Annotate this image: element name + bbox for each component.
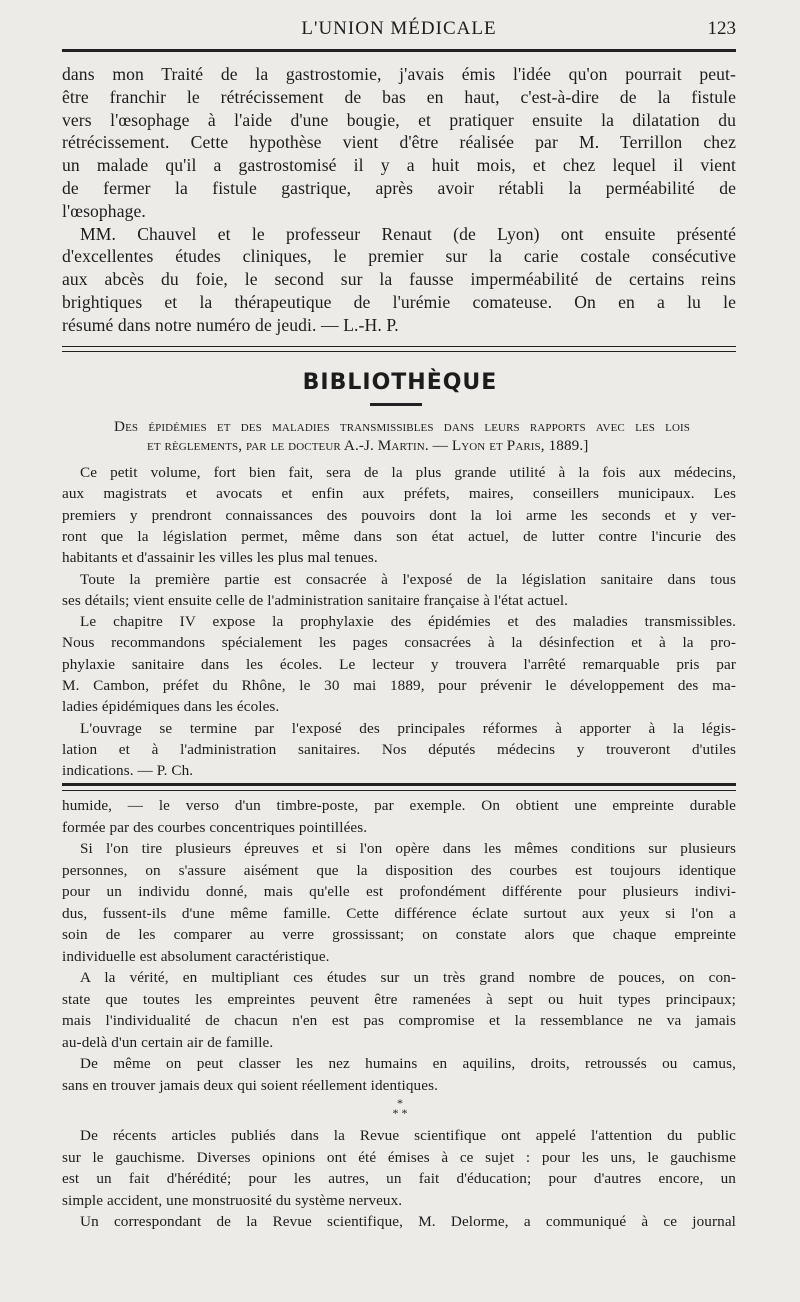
text-line: rétrécissement. Cette hypothèse vient d'être réalisée par M. Terrillon chez xyxy=(62,132,736,153)
section-rule xyxy=(62,351,736,352)
text-line: individuelle est absolument caractéristique. xyxy=(62,947,330,965)
text-line: humide, — le verso d'un timbre-poste, par exemple. On obtient une empreinte durable xyxy=(62,797,736,814)
text-line: Toute la première partie est consacrée à l'exposé de la législation sanitaire dans tous xyxy=(80,570,736,588)
text-line: Si l'on tire plusieurs épreuves et si l'on opère dans les mêmes conditions sur plusieurs xyxy=(80,840,736,857)
text-line: aux magistrats et avocats et enfin aux préfets, maires, conseillers municipaux. Les xyxy=(62,485,736,503)
text-line: résumé dans notre numéro de jeudi. — L.-H. P. xyxy=(62,314,399,335)
text-line: au-delà d'un certain air de famille. xyxy=(62,1033,274,1051)
text-line: Le chapitre IV expose la prophylaxie des épidémies et des maladies transmissibles. xyxy=(80,613,736,631)
text-line: vers l'œsophage à l'aide d'une bougie, et pratiquer ensuite la dilatation du xyxy=(62,109,736,130)
text-line: Ce petit volume, fort bien fait, sera de la plus grande utilité à la fois aux médecins, xyxy=(80,464,736,481)
text-line: et règlements, par le docteur A.-J. Martin. — Lyon et Paris, 1889.] xyxy=(147,437,589,454)
text-line: A la vérité, en multipliant ces études sur un très grand nombre de pouces, on con- xyxy=(80,969,736,986)
text-line: sur le gauchisme. Diverses opinions ont été émises à ce sujet : pour les uns, le gauchisme xyxy=(62,1148,736,1166)
text-line: ses détails; vient ensuite celle de l'administration sanitaire française à l'état actuel. xyxy=(62,591,569,609)
text-line: ladies épidémiques dans les écoles. xyxy=(62,698,280,716)
text-line: state que toutes les empreintes peuvent être ramenées à sept ou huit types principaux; xyxy=(62,990,736,1008)
title-rule xyxy=(370,403,422,406)
text-line: être franchir le rétrécissement de bas en haut, c'est-à-dire de la fistule xyxy=(62,86,736,107)
text-line: dus, fussent-ils d'une même famille. Cette différence éclate surtout aux yeux si l'on a xyxy=(62,904,736,922)
text-line: pour un individu donné, mais qu'elle est profondément différente pour plusieurs indivi- xyxy=(62,883,736,900)
section-separator xyxy=(0,1098,800,1118)
text-line: ront que la législation permet, même dans son état actuel, de lutter contre l'incurie des xyxy=(62,527,736,545)
header-rule xyxy=(62,49,736,52)
text-line: De récents articles publiés dans la Revue scientifique ont appelé l'attention du public xyxy=(80,1127,736,1144)
text-line: Un correspondant de la Revue scientifique, M. Delorme, a communiqué à ce journal xyxy=(80,1213,736,1230)
text-line: un malade qu'il a gastrostomisé il y a huit mois, et chez lequel il vient xyxy=(62,155,736,176)
text-line: de fermer la fistule gastrique, après avoir rétabli la perméabilité de xyxy=(62,178,736,198)
text-line: MM. Chauvel et le professeur Renaut (de Lyon) ont ensuite présenté xyxy=(80,223,736,244)
text-line: personnes, on s'assure aisément que la disposition des courbes est toujours identique xyxy=(62,861,736,879)
text-line: aux abcès du foie, le second sur la fausse imperméabilité de certains reins xyxy=(62,269,736,290)
page-header xyxy=(62,18,736,46)
text-line: est un fait d'hérédité; pour les autres, un fait d'éducation; pour d'autres encore, un xyxy=(62,1170,736,1187)
book-review xyxy=(62,464,736,784)
text-line: habitants et d'assainir les villes les plus mal tenues. xyxy=(62,549,378,567)
text-line: De même on peut classer les nez humains en aquilins, droits, retroussés ou camus, xyxy=(80,1055,736,1072)
section-title: BIBLIOTHÈQUE xyxy=(302,370,498,395)
text-line: Nous recommandons spécialement les pages consacrées à la désinfection et à la pro- xyxy=(62,634,736,652)
top-article xyxy=(62,64,736,344)
text-line: dans mon Traité de la gastrostomie, j'avais émis l'idée qu'on pourrait peut- xyxy=(62,64,736,84)
page-number: 123 xyxy=(707,18,736,39)
text-line: formée par des courbes concentriques pointillées. xyxy=(62,818,368,836)
text-line: l'œsophage. xyxy=(62,200,146,221)
text-line: Des épidémies et des maladies transmissibles dans leurs rapports avec les lois xyxy=(114,418,690,435)
text-line: brightiques et la thérapeutique de l'urémie comateuse. On en a lu le xyxy=(62,292,736,312)
text-line: simple accident, une monstruosité du système nerveux. xyxy=(62,1191,403,1209)
text-line: d'excellentes études cliniques, le premier sur la carie costale consécutive xyxy=(62,246,736,267)
text-line: mais l'individualité de chacun n'en est pas compromise et la ressemblance ne va jamais xyxy=(62,1012,736,1029)
running-head: L'UNION MÉDICALE xyxy=(301,18,497,39)
feuilleton-text xyxy=(62,797,736,1242)
feuilleton-rule xyxy=(62,790,736,791)
text-line: soin de les comparer au verre grossissant; on constate alors que chaque empreinte xyxy=(62,926,736,943)
text-line: phylaxie sanitaire dans les écoles. Le lecteur y trouvera l'arrêté remarquable pris par xyxy=(62,655,736,673)
separator-stars: * * * xyxy=(392,1096,408,1120)
text-line: M. Cambon, préfet du Rhône, le 30 mai 1889, pour prévenir le développement des ma- xyxy=(62,677,736,694)
text-line: sans en trouver jamais deux qui soient réellement identiques. xyxy=(62,1076,438,1094)
text-line: premiers y prendront connaissances des pouvoirs dont la loi arme les seconds et y ver- xyxy=(62,506,736,524)
book-reference xyxy=(62,418,736,458)
text-line: L'ouvrage se termine par l'exposé des principales réformes à apporter à la légis- xyxy=(80,719,736,737)
section-rule xyxy=(62,346,736,347)
text-line: lation et à l'administration sanitaires. Nos députés médecins y trouveront d'utiles xyxy=(62,740,736,758)
feuilleton-rule xyxy=(62,783,736,786)
text-line: indications. — P. Ch. xyxy=(62,762,194,780)
